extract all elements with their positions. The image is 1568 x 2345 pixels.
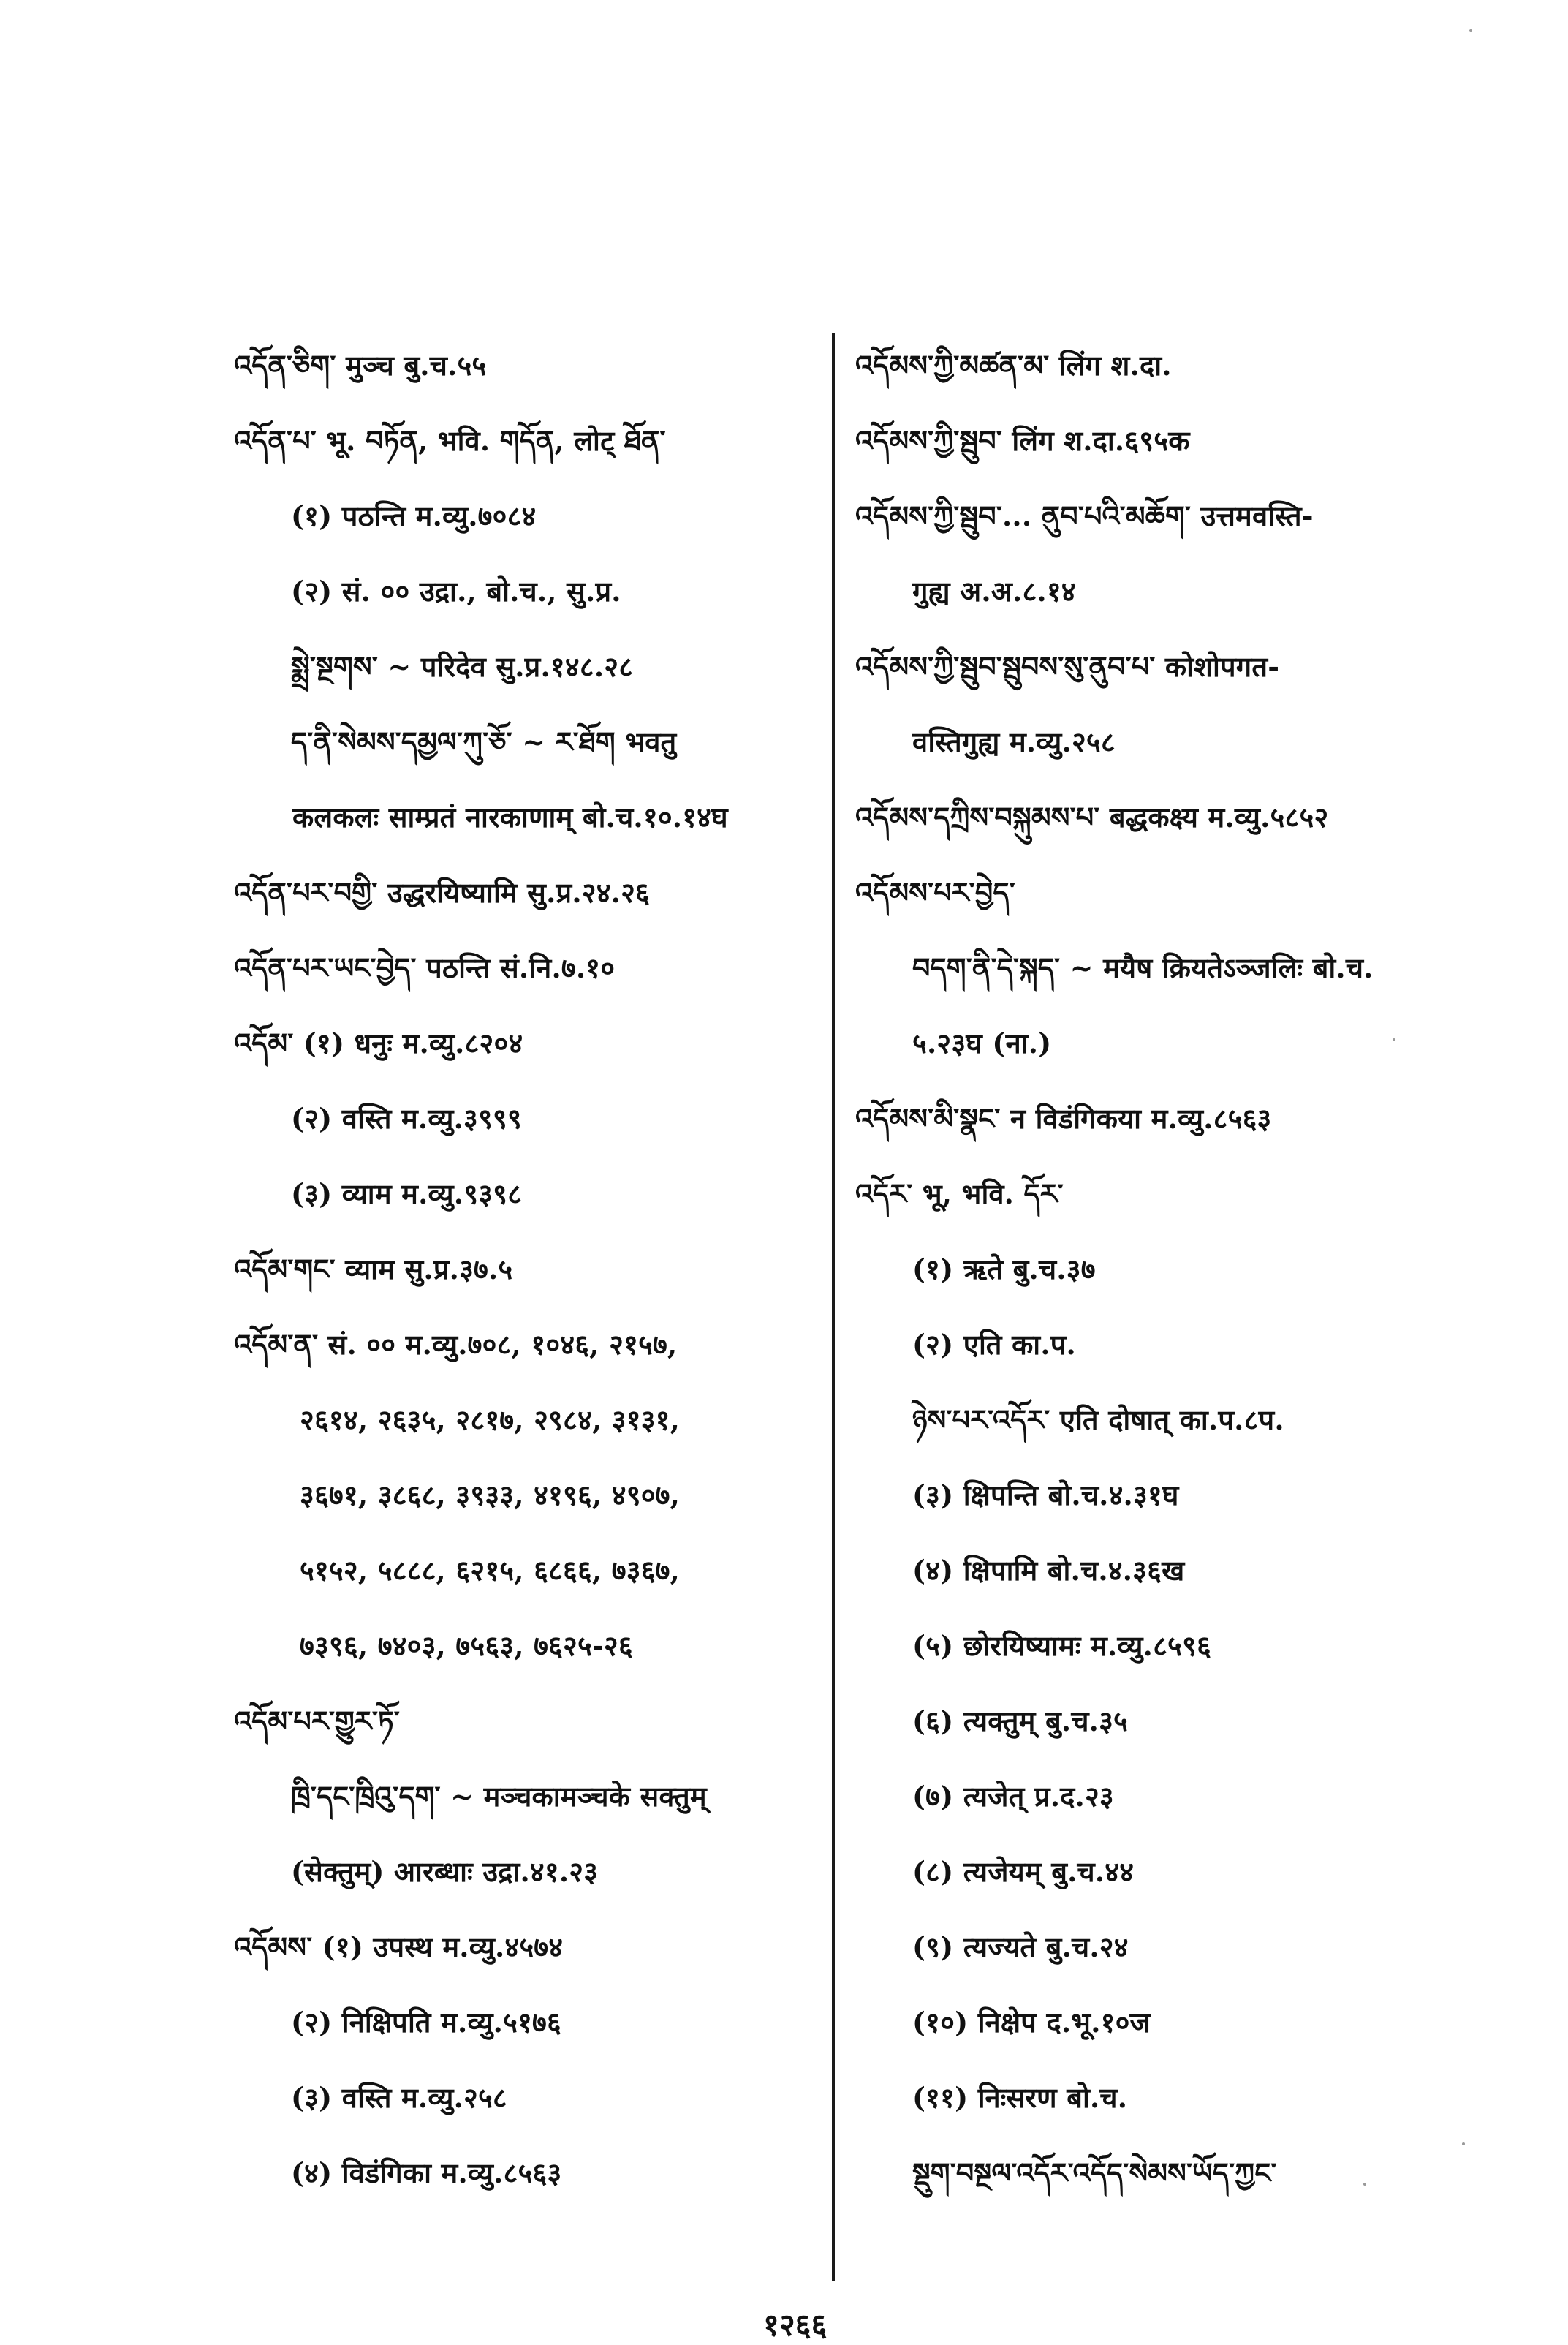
- scan-speck: [1363, 2183, 1366, 2186]
- right-entry-line: འདོམས་པར་བྱེད་: [855, 876, 1015, 909]
- right-entry-line: བདག་ནི་དེ་སྐད་ ~ मयैष क्रियतेऽञ्जलिः बो.च.: [912, 951, 1374, 984]
- left-entry-line: འདོན་ཅིག་ मुञ्च बु.च.५५: [234, 349, 487, 382]
- right-entry-line: ཉེས་པར་འདོར་ एति दोषात् का.प.८प.: [912, 1403, 1284, 1436]
- left-entry-line: (सेक्तुम्) आरब्धाः उद्रा.४१.२३: [291, 1855, 599, 1888]
- right-entry-line: (४) क्षिपामि बो.च.४.३६ख: [912, 1554, 1185, 1587]
- right-entry-line: (३) क्षिपन्ति बो.च.४.३१घ: [912, 1479, 1179, 1511]
- right-entry-line: ५.२३घ (ना.): [912, 1027, 1052, 1060]
- left-entry-line: २६१४, २६३५, २८१७, २९८४, ३१३१,: [300, 1403, 681, 1436]
- right-entry-line: (८) त्यजेयम् बु.च.४४: [912, 1855, 1135, 1888]
- right-entry-line: गुह्य अ.अ.८.१४: [912, 575, 1076, 608]
- right-entry-line: འདོམས་ཀྱི་སྦུབ་... ནུབ་པའི་མཆོག་ उत्तमवस्ति-: [855, 499, 1314, 532]
- right-entry-line: འདོམས་མི་སྣང་ न विडंगिकया म.व्यु.८५६३: [855, 1102, 1272, 1135]
- left-entry-line: སྨྲེ་སྔགས་ ~ परिदेव सु.प्र.१४८.२८: [291, 650, 634, 683]
- left-entry-line: ७३९६, ७४०३, ७५६३, ७६२५-२६: [300, 1629, 633, 1662]
- left-entry-line: कलकलः साम्प्रतं नारकाणाम् बो.च.१०.१४घ: [292, 801, 728, 834]
- page-number: १२६६: [763, 2307, 827, 2343]
- left-entry-line: འདོན་པར་ཡང་བྱེད་ पठन्ति सं.नि.७.१०: [234, 951, 616, 984]
- left-entry-line: ३६७१, ३८६८, ३९३३, ४१९६, ४९०७,: [300, 1479, 681, 1511]
- right-entry-line: (६) त्यक्तुम् बु.च.३५: [912, 1704, 1128, 1737]
- left-entry-line: (२) सं. ०० उद्रा., बो.च., सु.प्र.: [291, 575, 621, 608]
- right-entry-line: འདོམས་ཀྱི་སྦུབ་སྦུབས་སུ་ནུབ་པ་ कोशोपगत-: [855, 650, 1280, 683]
- left-entry-line: ५१५२, ५८८८, ६२१५, ६८६६, ७३६७,: [300, 1554, 681, 1587]
- left-entry-line: (४) विडंगिका म.व्यु.८५६३: [291, 2156, 562, 2189]
- right-entry-line: (२) एति का.प.: [912, 1328, 1076, 1361]
- right-entry-line: वस्तिगुह्य म.व्यु.२५८: [912, 725, 1116, 758]
- left-entry-line: འདོམ་པར་གྱུར་ཏོ་: [234, 1704, 400, 1737]
- left-entry-line: འདོན་པ་ भू. བཏོན, भवि. གདོན, लोट् ཐོན་: [234, 424, 666, 457]
- left-entry-line: འདོན་པར་བགྱི་ उद्धरयिष्यामि सु.प्र.२४.२६: [234, 876, 651, 909]
- scan-speck: [1469, 29, 1472, 32]
- left-entry-line: ཁྲི་དང་ཁྲིའུ་དག་ ~ मञ्चकामञ्चके सक्तुम्: [291, 1780, 707, 1813]
- left-entry-line: (३) व्याम म.व्यु.९३९८: [291, 1177, 523, 1210]
- left-entry-line: ད་ནི་སེམས་དམྱལ་ཀུ་ཅོ་ ~ ར་ཐོག भवतु: [291, 725, 677, 758]
- left-entry-line: འདོམ་ (१) धनुः म.व्यु.८२०४: [234, 1027, 523, 1060]
- left-entry-line: འདོམ་ན་ सं. ०० म.व्यु.७०८, १०४६, २१५७,: [234, 1328, 678, 1361]
- right-entry-line: (१०) निक्षेप द.भू.१०ज: [912, 2006, 1151, 2039]
- column-divider: [832, 333, 835, 2281]
- left-entry-line: (१) पठन्ति म.व्यु.७०८४: [291, 499, 537, 532]
- left-entry-line: (३) वस्ति म.व्यु.२५८: [291, 2081, 507, 2114]
- left-entry-line: (२) निक्षिपति म.व्यु.५१७६: [291, 2006, 561, 2039]
- right-entry-line: (९) त्यज्यते बु.च.२४: [912, 1930, 1129, 1963]
- right-entry-line: (७) त्यजेत् प्र.द.२३: [912, 1780, 1114, 1813]
- right-entry-line: (५) छोरयिष्यामः म.व्यु.८५९६: [912, 1629, 1211, 1662]
- right-entry-line: འདོམས་ཀྱི་སྦུབ་ लिंग श.दा.६९५क: [855, 424, 1190, 457]
- scan-speck: [1393, 1038, 1395, 1041]
- scan-speck: [1462, 2142, 1465, 2145]
- right-entry-line: འདོམས་དཀྲིས་བསྐུམས་པ་ बद्धकक्ष्य म.व्यु.५८५२: [855, 801, 1329, 834]
- left-entry-line: འདོམ་གང་ व्याम सु.प्र.३७.५: [234, 1253, 513, 1285]
- left-entry-line: འདོམས་ (१) उपस्थ म.व्यु.४५७४: [234, 1930, 564, 1963]
- right-entry-line: འདོམས་ཀྱི་མཚན་མ་ लिंग श.दा.: [855, 349, 1172, 382]
- left-entry-line: (२) वस्ति म.व्यु.३९९९: [291, 1102, 522, 1135]
- right-entry-line: འདོར་ भू, भवि. དོར་: [855, 1177, 1064, 1210]
- right-entry-line: སྡུག་བསྔལ་འདོར་འདོད་སེམས་ཡོད་ཀྱང་: [912, 2156, 1277, 2189]
- right-entry-line: (११) निःसरण बो.च.: [912, 2081, 1128, 2114]
- right-entry-line: (१) ऋते बु.च.३७: [912, 1253, 1096, 1285]
